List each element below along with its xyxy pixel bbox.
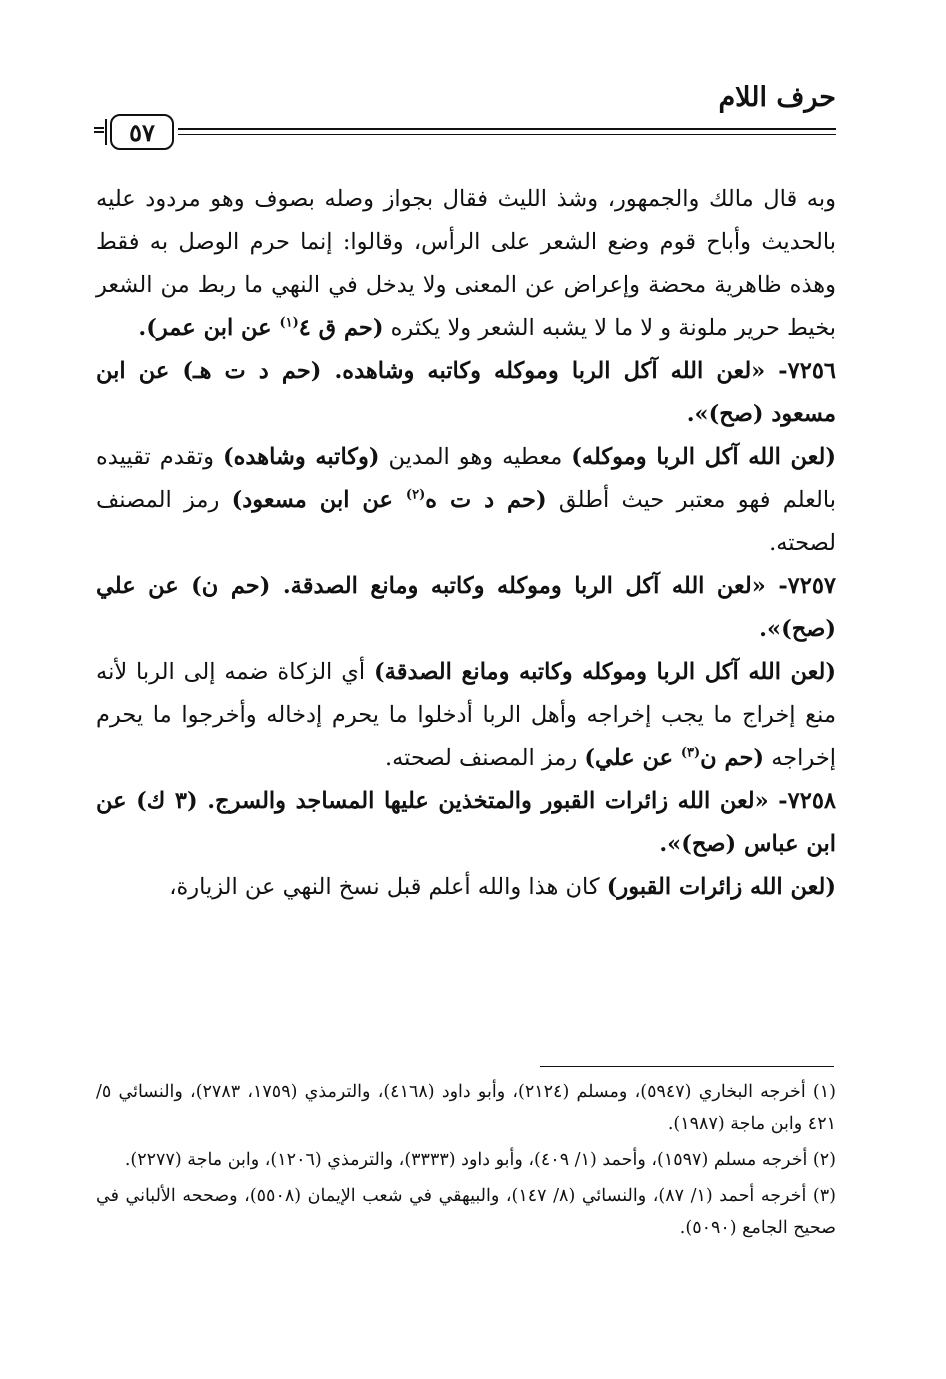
footnote-marker: (٢) <box>405 487 426 503</box>
footnote-2: (٢) أخرجه مسلم (١٥٩٧)، وأحمد (١/ ٤٠٩)، وأبو داود (٣٣٣٣)، والترمذي (١٢٠٦)، وابن ماجة (٢٢٧٧). <box>124 1150 836 1170</box>
page-number: ٥٧ <box>129 117 155 147</box>
hadith-7258: ٧٢٥٨- «لعن الله زائرات القبور والمتخذين عليها المساجد والسرج. (٣ ك) عن ابن عباس (صح)». <box>96 788 836 857</box>
footnote-separator <box>540 1066 834 1067</box>
footnotes <box>96 1076 836 1248</box>
source-reference: (حم ق ٤$^{(١)}$ عن ابن عمر). <box>138 315 384 341</box>
page-number-frame <box>110 114 174 150</box>
footnote-marker: (٣) <box>680 745 701 761</box>
footnote-marker: (١) <box>279 315 299 331</box>
header-rule-thin <box>178 134 836 135</box>
hadith-7257: ٧٢٥٧- «لعن الله آكل الربا وموكله وكاتبه ومانع الصدقة. (حم ن) عن علي (صح)». <box>96 573 836 642</box>
commentary-7256: (لعن الله آكل الربا وموكله) معطيه وهو المدين (وكاتبه وشاهده) وتقدم تقييده بالعلم فهو معتبر حيث أطلق (حم د ت ه$^{(٢)}$ عن ابن مسعود) رمز المصنف لصحته. <box>96 444 837 556</box>
running-title: حرف اللام <box>718 82 836 113</box>
header-rule <box>178 128 836 130</box>
page-number-ornament <box>94 127 104 133</box>
footnote-3: (٣) أخرجه أحمد (١/ ٨٧)، والنسائي (٨/ ١٤٧)، والبيهقي في شعب الإيمان (٥٥٠٨)، وصححه الألباني في صحيح الجامع (٥٠٩٠). <box>96 1186 836 1238</box>
commentary-7258: (لعن الله زائرات القبور) كان هذا والله أعلم قبل نسخ النهي عن الزيارة، <box>169 874 836 900</box>
source-reference: (حم ن$^{(٣)}$ عن علي) <box>584 745 765 771</box>
source-reference: (حم د ت ه$^{(٢)}$ عن ابن مسعود) <box>231 487 547 513</box>
main-text <box>96 178 836 909</box>
footnote-1: (١) أخرجه البخاري (٥٩٤٧)، ومسلم (٢١٢٤)، وأبو داود (٤١٦٨)، والترمذي (١٧٥٩، ٢٧٨٣)، والنسائي ٥/ ٤٢١ وابن ماجة (١٩٨٧). <box>96 1082 836 1134</box>
commentary-7257: (لعن الله آكل الربا وموكله وكاتبه ومانع الصدقة) أي الزكاة ضمه إلى الربا لأنه منع إخراج ما يجب إخراجه وأهل الربا أدخلوا ما يحرم إدخاله وأخرجوا ما يحرم إخراجه (حم ن$^{(٣)}$ عن علي) رمز المصنف لصحته. <box>96 659 837 771</box>
commentary-paragraph: وبه قال مالك والجمهور، وشذ الليث فقال بجواز وصله بصوف وهو مردود عليه بالحديث وأباح قوم وضع الشعر على الرأس، وقالوا: إنما حرم الوصل به فقط وهذه ظاهرية محضة وإعراض عن المعنى ولا يدخل في النهي ما ربط من الشعر بخيط حرير ملونة و لا ما لا يشبه الشعر ولا يكثره (حم ق ٤$^{(١)}$ عن ابن عمر). <box>96 186 836 341</box>
hadith-7256: ٧٢٥٦- «لعن الله آكل الربا وموكله وكاتبه وشاهده. (حم د ت هـ) عن ابن مسعود (صح)». <box>96 358 836 427</box>
